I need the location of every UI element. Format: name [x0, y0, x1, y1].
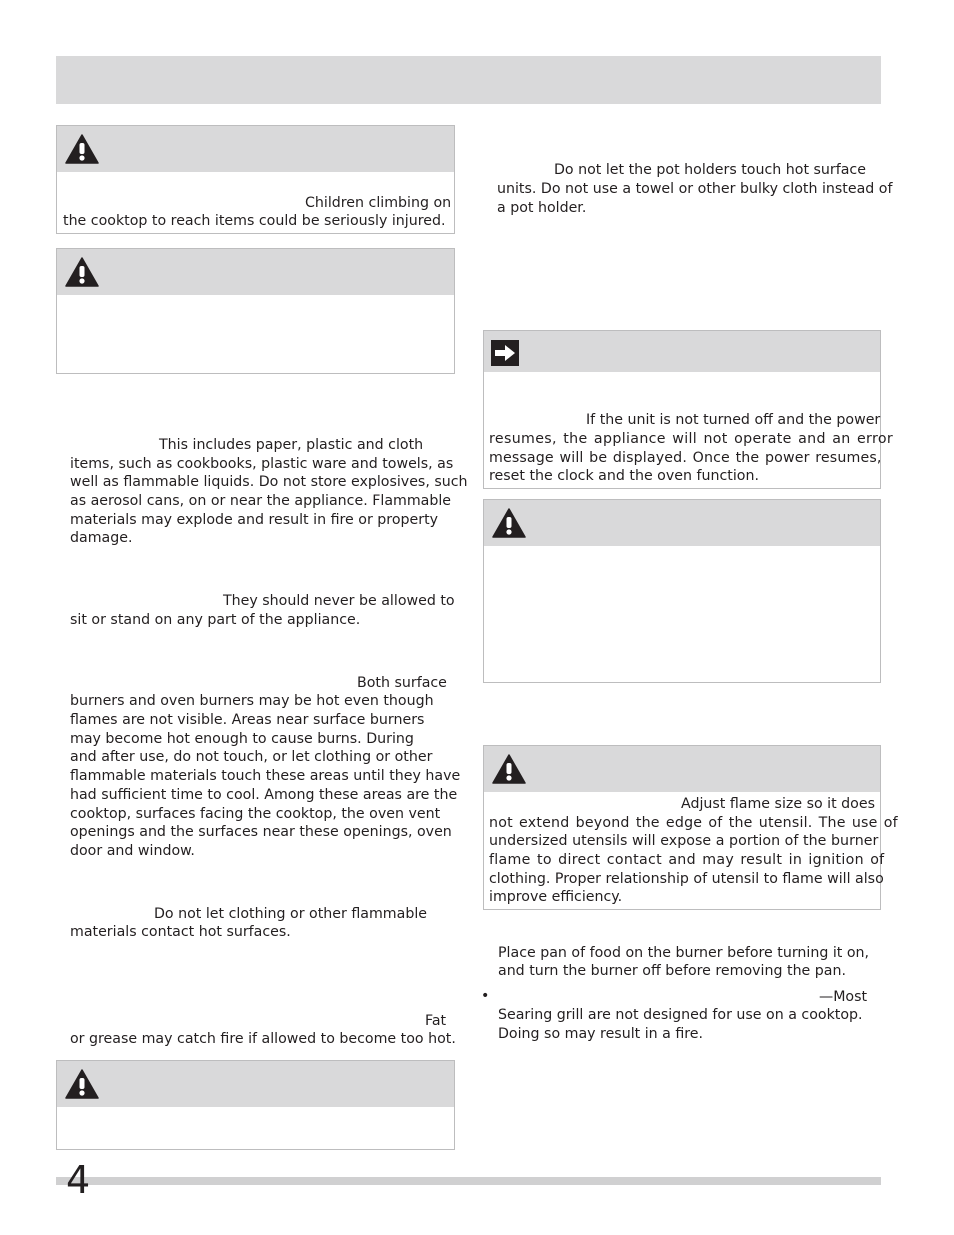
note-box-header	[484, 331, 880, 372]
pan-placement-line1: Place pan of food on the burner before turning it on,	[498, 945, 870, 961]
bullet-marker: •	[481, 988, 490, 1004]
warning-box-header	[484, 746, 880, 792]
warning-box-4	[483, 499, 881, 683]
warning-triangle-icon	[65, 1069, 99, 1099]
grease-line2: or grease may catch fire if allowed to become too hot.	[70, 1031, 456, 1047]
hot-surfaces-line10: door and window.	[70, 843, 195, 859]
hot-surfaces-line1: Both surface	[357, 675, 447, 691]
hot-surfaces-line8: cooktop, surfaces facing the cooktop, the oven vent	[70, 806, 441, 822]
searing-line1: —Most	[819, 989, 868, 1005]
warning-box-header	[57, 126, 454, 172]
warning-children-line2: the cooktop to reach items could be seriously injured.	[63, 213, 446, 229]
flammable-line5: materials may explode and result in fire or property	[70, 512, 439, 528]
warning-triangle-icon	[492, 754, 526, 784]
sit-stand-line1: They should never be allowed to	[223, 593, 455, 609]
hot-surfaces-line5: and after use, do not touch, or let clothing or other	[70, 749, 433, 765]
flammable-line2: items, such as cookbooks, plastic ware and towels, as	[70, 456, 454, 472]
clothing-line2: materials contact hot surfaces.	[70, 924, 291, 940]
searing-line2: Searing grill are not designed for use on a cooktop.	[498, 1007, 863, 1023]
grease-line1: Fat	[425, 1013, 447, 1029]
note-power-line3: message will be displayed. Once the power resumes,	[489, 450, 882, 466]
note-arrow-icon	[490, 339, 520, 367]
note-power-line4: reset the clock and the oven function.	[489, 468, 759, 484]
header-bar	[56, 56, 881, 104]
warning-triangle-icon	[492, 508, 526, 538]
hot-surfaces-line2: burners and oven burners may be hot even though	[70, 693, 434, 709]
hot-surfaces-line4: may become hot enough to cause burns. During	[70, 731, 414, 747]
flame-size-line3: undersized utensils will expose a portion of the burner	[489, 833, 879, 849]
flammable-line3: well as flammable liquids. Do not store explosives, such	[70, 474, 468, 490]
flammable-line6: damage.	[70, 530, 133, 546]
hot-surfaces-line3: flames are not visible. Areas near surface burners	[70, 712, 425, 728]
flame-size-line4: flame to direct contact and may result in ignition of	[489, 852, 885, 868]
warning-box-header	[57, 249, 454, 295]
pot-holders-line2: units. Do not use a towel or other bulky cloth instead of	[497, 181, 893, 197]
flame-size-line6: improve efficiency.	[489, 889, 623, 905]
pot-holders-line3: a pot holder.	[497, 200, 587, 216]
warning-box-2	[56, 248, 455, 374]
footer-bar	[56, 1177, 881, 1185]
page-number: 4	[66, 1158, 91, 1202]
clothing-line1: Do not let clothing or other flammable	[154, 906, 427, 922]
warning-box-3	[56, 1060, 455, 1150]
warning-children-line1: Children climbing on	[305, 195, 452, 211]
hot-surfaces-line6: flammable materials touch these areas until they have	[70, 768, 461, 784]
pan-placement-line2: and turn the burner off before removing the pan.	[498, 963, 847, 979]
flammable-line1: This includes paper, plastic and cloth	[159, 437, 424, 453]
warning-box-header	[57, 1061, 454, 1107]
flammable-line4: as aerosol cans, on or near the appliance. Flammable	[70, 493, 452, 509]
flame-size-line1: Adjust flame size so it does	[681, 796, 875, 812]
note-power-line2: resumes, the appliance will not operate and an error	[489, 431, 894, 447]
hot-surfaces-line9: openings and the surfaces near these openings, oven	[70, 824, 452, 840]
hot-surfaces-line7: had sufficient time to cool. Among these areas are the	[70, 787, 458, 803]
sit-stand-line2: sit or stand on any part of the appliance.	[70, 612, 361, 628]
flame-size-line5: clothing. Proper relationship of utensil to flame will also	[489, 871, 884, 887]
pot-holders-line1: Do not let the pot holders touch hot surface	[554, 162, 866, 178]
note-power-line1: If the unit is not turned off and the power	[586, 412, 881, 428]
flame-size-line2: not extend beyond the edge of the utensil. The use of	[489, 815, 898, 831]
warning-triangle-icon	[65, 257, 99, 287]
warning-box-header	[484, 500, 880, 546]
searing-line3: Doing so may result in a fire.	[498, 1026, 704, 1042]
warning-triangle-icon	[65, 134, 99, 164]
